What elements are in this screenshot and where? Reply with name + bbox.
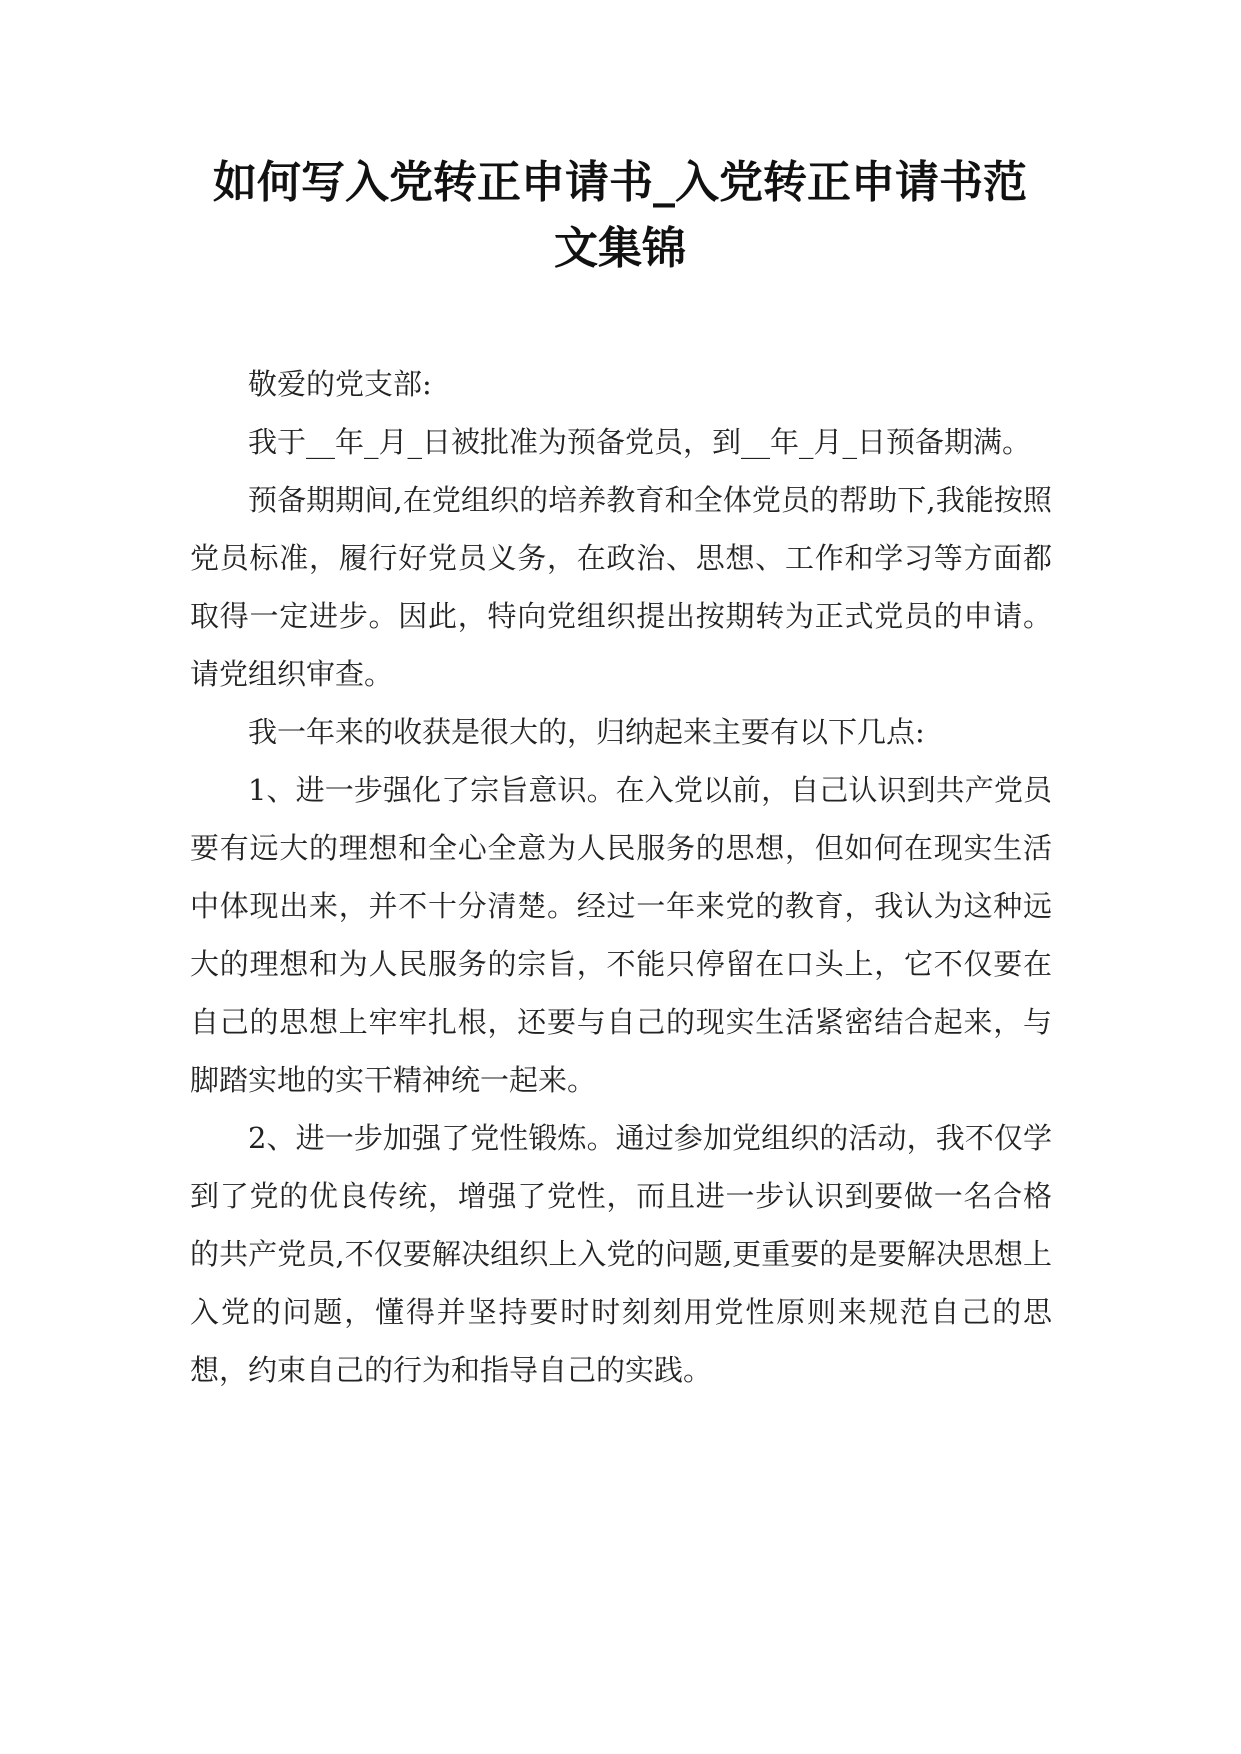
body-paragraph: 预备期期间,在党组织的培养教育和全体党员的帮助下,我能按照党员标准，履行好党员义务，在政治、思想、工作和学习等方面都取得一定进步。因此，特向党组织提出按期转为正式党员的申请。请党组织审查。: [190, 483, 1052, 691]
body-paragraph: 2、进一步加强了党性锻炼。通过参加党组织的活动，我不仅学到了党的优良传统，增强了党性，而且进一步认识到要做一名合格的共产党员,不仅要解决组织上入党的问题,更重要的是要解决思想上入党的问题，懂得并坚持要时时刻刻用党性原则来规范自己的思想，约束自己的行为和指导自己的实践。: [190, 1121, 1052, 1387]
salutation: 敬爱的党支部:: [248, 367, 432, 401]
document-body: [190, 355, 1052, 1399]
title-line-1: 如何写入党转正申请书_入党转正申请书范: [213, 157, 1027, 208]
title-line-2: 文集锦: [554, 223, 686, 274]
body-paragraph: 我一年来的收获是很大的，归纳起来主要有以下几点:: [248, 715, 925, 749]
document-title: [180, 150, 1060, 282]
body-paragraph: 1、进一步强化了宗旨意识。在入党以前，自己认识到共产党员要有远大的理想和全心全意为人民服务的思想，但如何在现实生活中体现出来，并不十分清楚。经过一年来党的教育，我认为这种远大的理想和为人民服务的宗旨，不能只停留在口头上，它不仅要在自己的思想上牢牢扎根，还要与自己的现实生活紧密结合起来，与脚踏实地的实干精神统一起来。: [190, 773, 1052, 1097]
body-paragraph: 我于__年_月_日被批准为预备党员，到__年_月_日预备期满。: [248, 425, 1032, 459]
